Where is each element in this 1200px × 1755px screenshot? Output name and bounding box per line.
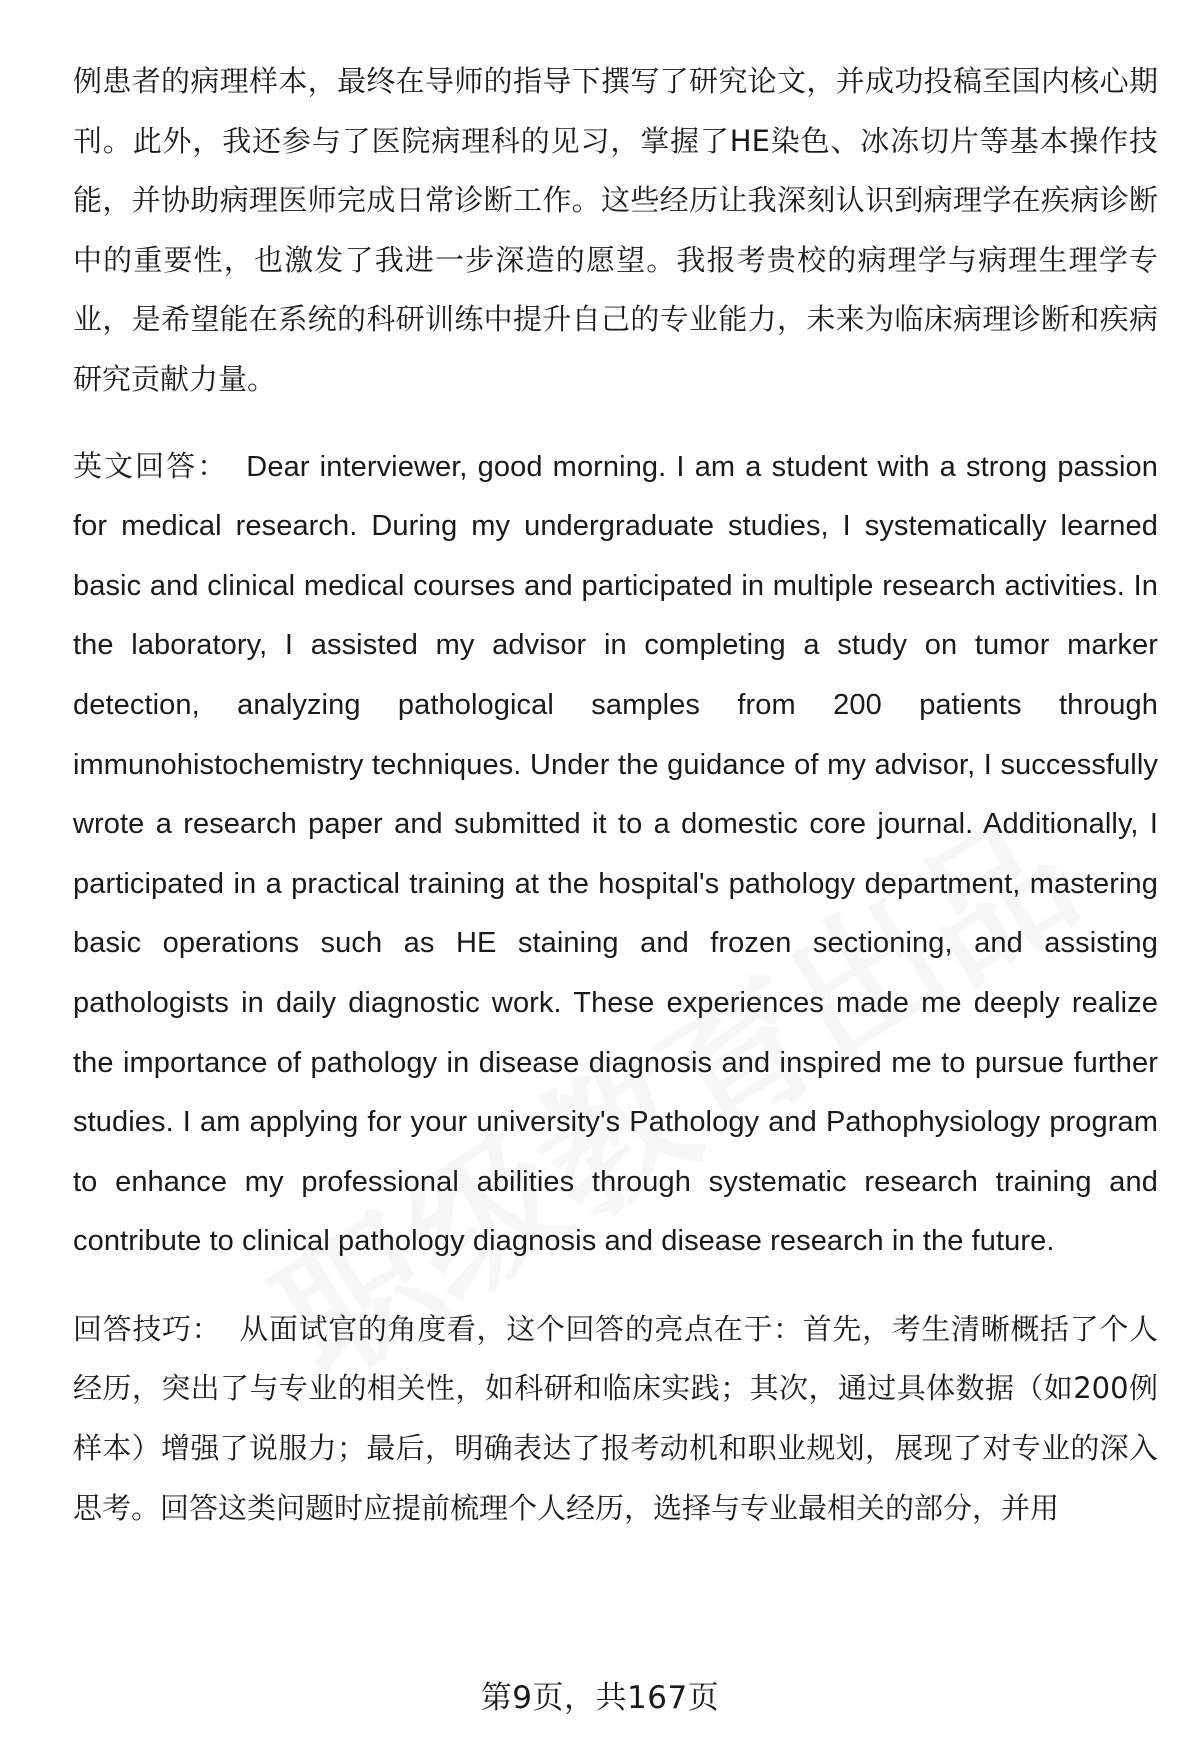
english-answer-text: Dear interviewer, good morning. I am a student with a strong passion for medical research. During my undergraduate studies, I systematically learned basic and clinical medical courses and participated in multiple research activities. In the laboratory, I assisted my advisor in completing a study on tumor marker detection, analyzing pathological samples from 200 patients through immunohistochemistry techniques. Under the guidance of my advisor, I successfully wrote a research paper and submitted it to a domestic core journal. Additionally, I participated in a practical training at the hospital's pathology department, mastering basic operations such as HE staining and frozen sectioning, and assisting pathologists in daily diagnostic work. These experiences made me deeply realize the importance of pathology in disease diagnosis and inspired me to pursue further studies. I am applying for your university's Pathology and Pathophysiology program to enhance my professional abilities through systematic research training and contribute to clinical pathology diagnosis and disease research in the future. bbox=[73, 450, 1158, 1258]
page-number-footer: 第9页，共167页 bbox=[480, 1680, 720, 1716]
english-answer-label: 英文回答： bbox=[73, 450, 229, 483]
answer-tips-label: 回答技巧： bbox=[73, 1311, 222, 1346]
document-page bbox=[73, 52, 1158, 1538]
answer-tips-text: 从面试官的角度看，这个回答的亮点在于：首先，考生清晰概括了个人经历，突出了与专业的相关性，如科研和临床实践；其次，通过具体数据（如200例样本）增强了说服力；最后，明确表达了报考动机和职业规划，展现了对专业的深入思考。回答这类问题时应提前梳理个人经历，选择与专业最相关的部分，并用 bbox=[73, 1311, 1158, 1525]
english-answer-paragraph bbox=[73, 438, 1158, 1272]
answer-tips-paragraph bbox=[73, 1300, 1158, 1538]
chinese-answer-continuation: 例患者的病理样本，最终在导师的指导下撰写了研究论文，并成功投稿至国内核心期刊。此外，我还参与了医院病理科的见习，掌握了HE染色、冰冻切片等基本操作技能，并协助病理医师完成日常诊断工作。这些经历让我深刻认识到病理学在疾病诊断中的重要性，也激发了我进一步深造的愿望。我报考贵校的病理学与病理生理学专业，是希望能在系统的科研训练中提升自己的专业能力，未来为临床病理诊断和疾病研究贡献力量。 bbox=[73, 64, 1158, 396]
